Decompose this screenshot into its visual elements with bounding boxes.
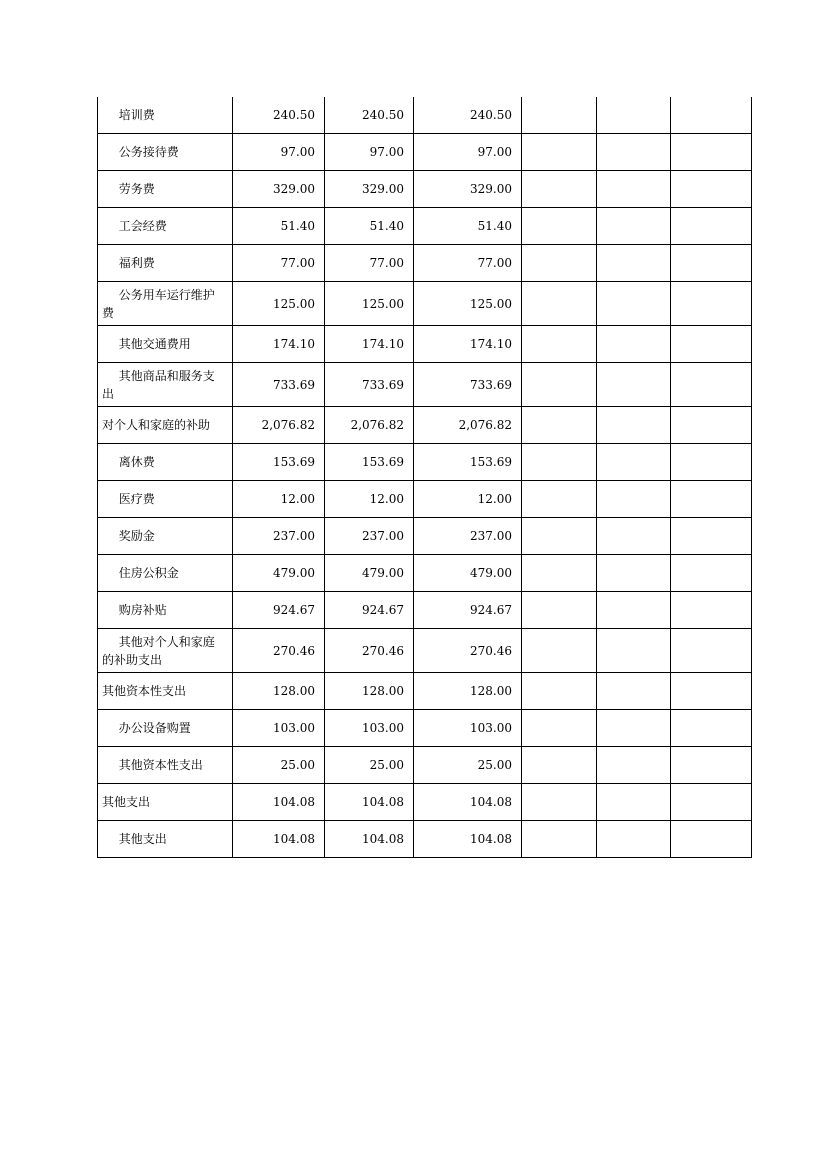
empty-cell — [597, 821, 671, 858]
amount-cell-col1: 25.00 — [233, 747, 325, 784]
empty-cell — [671, 326, 752, 363]
amount-cell-col1: 329.00 — [233, 171, 325, 208]
row-name-cell: 对个人和家庭的补助 — [98, 407, 233, 444]
empty-cell — [671, 747, 752, 784]
empty-cell — [597, 555, 671, 592]
amount-cell-col2: 97.00 — [325, 134, 414, 171]
amount-cell-col2: 2,076.82 — [325, 407, 414, 444]
empty-cell — [522, 673, 597, 710]
empty-cell — [522, 629, 597, 673]
empty-cell — [522, 518, 597, 555]
empty-cell — [522, 747, 597, 784]
empty-cell — [671, 407, 752, 444]
empty-cell — [597, 592, 671, 629]
amount-cell-col3: 51.40 — [414, 208, 522, 245]
table-row — [98, 282, 752, 326]
amount-cell-col1: 270.46 — [233, 629, 325, 673]
empty-cell — [522, 171, 597, 208]
empty-cell — [597, 407, 671, 444]
amount-cell-col1: 153.69 — [233, 444, 325, 481]
table-row — [98, 407, 752, 444]
amount-cell-col1: 174.10 — [233, 326, 325, 363]
amount-cell-col3: 479.00 — [414, 555, 522, 592]
table-row — [98, 134, 752, 171]
row-name-cell: 福利费 — [98, 245, 233, 282]
empty-cell — [597, 282, 671, 326]
row-name-cell: 购房补贴 — [98, 592, 233, 629]
amount-cell-col2: 270.46 — [325, 629, 414, 673]
amount-cell-col1: 77.00 — [233, 245, 325, 282]
empty-cell — [671, 444, 752, 481]
table-row — [98, 710, 752, 747]
table-row — [98, 518, 752, 555]
table-row — [98, 555, 752, 592]
table-row — [98, 673, 752, 710]
table-row — [98, 784, 752, 821]
empty-cell — [522, 444, 597, 481]
amount-cell-col2: 237.00 — [325, 518, 414, 555]
empty-cell — [597, 784, 671, 821]
row-name-cell: 其他交通费用 — [98, 326, 233, 363]
empty-cell — [671, 208, 752, 245]
table-row — [98, 97, 752, 134]
amount-cell-col2: 128.00 — [325, 673, 414, 710]
amount-cell-col3: 128.00 — [414, 673, 522, 710]
budget-table-page — [97, 97, 751, 858]
amount-cell-col2: 125.00 — [325, 282, 414, 326]
row-name-cell: 其他支出 — [98, 821, 233, 858]
amount-cell-col3: 237.00 — [414, 518, 522, 555]
empty-cell — [597, 97, 671, 134]
empty-cell — [597, 481, 671, 518]
amount-cell-col1: 237.00 — [233, 518, 325, 555]
empty-cell — [597, 673, 671, 710]
row-name-cell: 其他对个人和家庭的补助支出 — [98, 629, 233, 673]
budget-table-body — [98, 97, 752, 858]
amount-cell-col2: 153.69 — [325, 444, 414, 481]
amount-cell-col1: 51.40 — [233, 208, 325, 245]
row-name-cell: 其他资本性支出 — [98, 673, 233, 710]
empty-cell — [671, 363, 752, 407]
amount-cell-col2: 479.00 — [325, 555, 414, 592]
empty-cell — [522, 481, 597, 518]
empty-cell — [597, 444, 671, 481]
row-name-cell: 其他支出 — [98, 784, 233, 821]
empty-cell — [597, 245, 671, 282]
amount-cell-col3: 104.08 — [414, 821, 522, 858]
row-name-cell: 工会经费 — [98, 208, 233, 245]
amount-cell-col1: 125.00 — [233, 282, 325, 326]
amount-cell-col3: 240.50 — [414, 97, 522, 134]
row-name-cell: 公务接待费 — [98, 134, 233, 171]
amount-cell-col2: 240.50 — [325, 97, 414, 134]
empty-cell — [597, 710, 671, 747]
amount-cell-col1: 104.08 — [233, 821, 325, 858]
empty-cell — [671, 134, 752, 171]
amount-cell-col3: 270.46 — [414, 629, 522, 673]
amount-cell-col1: 97.00 — [233, 134, 325, 171]
empty-cell — [671, 710, 752, 747]
amount-cell-col2: 174.10 — [325, 326, 414, 363]
amount-cell-col3: 2,076.82 — [414, 407, 522, 444]
row-name-cell: 劳务费 — [98, 171, 233, 208]
empty-cell — [671, 629, 752, 673]
empty-cell — [522, 282, 597, 326]
amount-cell-col1: 103.00 — [233, 710, 325, 747]
table-row — [98, 171, 752, 208]
amount-cell-col3: 125.00 — [414, 282, 522, 326]
amount-cell-col1: 128.00 — [233, 673, 325, 710]
row-name-cell: 办公设备购置 — [98, 710, 233, 747]
table-row — [98, 326, 752, 363]
amount-cell-col3: 103.00 — [414, 710, 522, 747]
empty-cell — [597, 518, 671, 555]
empty-cell — [671, 282, 752, 326]
amount-cell-col2: 733.69 — [325, 363, 414, 407]
amount-cell-col2: 77.00 — [325, 245, 414, 282]
empty-cell — [671, 592, 752, 629]
table-row — [98, 592, 752, 629]
empty-cell — [522, 97, 597, 134]
empty-cell — [522, 363, 597, 407]
amount-cell-col2: 329.00 — [325, 171, 414, 208]
amount-cell-col2: 12.00 — [325, 481, 414, 518]
table-row — [98, 821, 752, 858]
amount-cell-col3: 924.67 — [414, 592, 522, 629]
amount-cell-col1: 479.00 — [233, 555, 325, 592]
amount-cell-col1: 104.08 — [233, 784, 325, 821]
table-row — [98, 629, 752, 673]
amount-cell-col2: 51.40 — [325, 208, 414, 245]
amount-cell-col3: 97.00 — [414, 134, 522, 171]
empty-cell — [522, 208, 597, 245]
amount-cell-col2: 924.67 — [325, 592, 414, 629]
row-name-cell: 住房公积金 — [98, 555, 233, 592]
table-row — [98, 208, 752, 245]
amount-cell-col3: 12.00 — [414, 481, 522, 518]
empty-cell — [597, 363, 671, 407]
row-name-cell: 奖励金 — [98, 518, 233, 555]
amount-cell-col2: 103.00 — [325, 710, 414, 747]
amount-cell-col1: 733.69 — [233, 363, 325, 407]
empty-cell — [597, 747, 671, 784]
amount-cell-col3: 733.69 — [414, 363, 522, 407]
amount-cell-col3: 25.00 — [414, 747, 522, 784]
amount-cell-col2: 104.08 — [325, 784, 414, 821]
amount-cell-col1: 2,076.82 — [233, 407, 325, 444]
table-row — [98, 363, 752, 407]
empty-cell — [671, 171, 752, 208]
empty-cell — [671, 555, 752, 592]
empty-cell — [671, 821, 752, 858]
table-row — [98, 444, 752, 481]
table-row — [98, 245, 752, 282]
amount-cell-col3: 329.00 — [414, 171, 522, 208]
empty-cell — [522, 784, 597, 821]
empty-cell — [671, 518, 752, 555]
amount-cell-col2: 104.08 — [325, 821, 414, 858]
empty-cell — [522, 134, 597, 171]
row-name-cell: 医疗费 — [98, 481, 233, 518]
empty-cell — [597, 134, 671, 171]
amount-cell-col3: 77.00 — [414, 245, 522, 282]
budget-table — [97, 97, 752, 858]
empty-cell — [671, 673, 752, 710]
empty-cell — [671, 784, 752, 821]
empty-cell — [522, 245, 597, 282]
amount-cell-col1: 12.00 — [233, 481, 325, 518]
amount-cell-col3: 104.08 — [414, 784, 522, 821]
empty-cell — [522, 407, 597, 444]
empty-cell — [597, 208, 671, 245]
table-row — [98, 481, 752, 518]
empty-cell — [671, 245, 752, 282]
table-row — [98, 747, 752, 784]
empty-cell — [671, 481, 752, 518]
row-name-cell: 其他资本性支出 — [98, 747, 233, 784]
empty-cell — [671, 97, 752, 134]
amount-cell-col2: 25.00 — [325, 747, 414, 784]
amount-cell-col3: 174.10 — [414, 326, 522, 363]
empty-cell — [522, 555, 597, 592]
empty-cell — [597, 171, 671, 208]
row-name-cell: 其他商品和服务支出 — [98, 363, 233, 407]
empty-cell — [597, 326, 671, 363]
empty-cell — [522, 326, 597, 363]
amount-cell-col1: 924.67 — [233, 592, 325, 629]
row-name-cell: 公务用车运行维护费 — [98, 282, 233, 326]
empty-cell — [522, 710, 597, 747]
empty-cell — [522, 592, 597, 629]
amount-cell-col3: 153.69 — [414, 444, 522, 481]
empty-cell — [522, 821, 597, 858]
row-name-cell: 离休费 — [98, 444, 233, 481]
empty-cell — [597, 629, 671, 673]
amount-cell-col1: 240.50 — [233, 97, 325, 134]
row-name-cell: 培训费 — [98, 97, 233, 134]
